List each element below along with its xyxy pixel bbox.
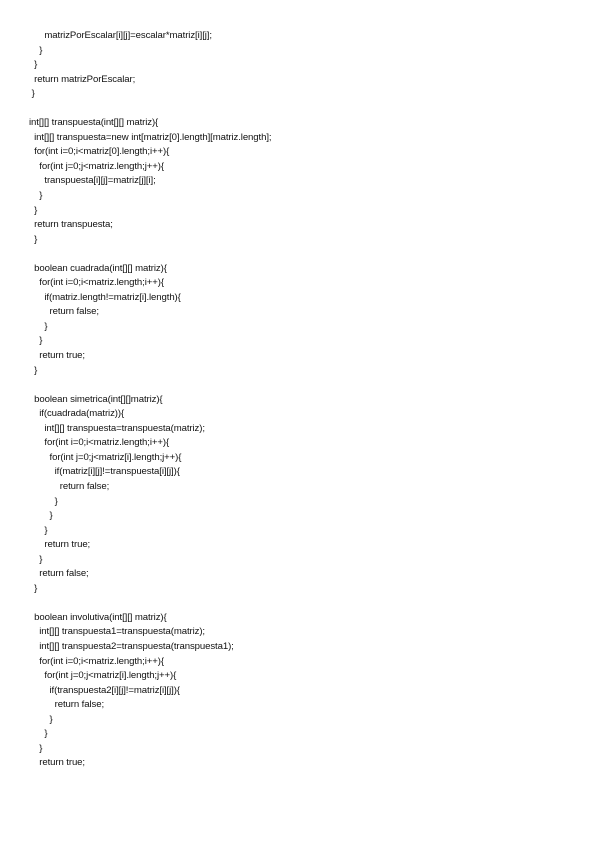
code-line: int[][] transpuesta(int[][] matriz){ — [29, 117, 159, 129]
code-line: } — [29, 510, 53, 522]
code-line: int[][] transpuesta=new int[matriz[0].length][matriz.length]; — [29, 131, 272, 143]
code-line: for(int j=0;j<matriz[i].length;j++){ — [29, 670, 177, 682]
code-line: transpuesta[i][j]=matriz[j][i]; — [29, 175, 156, 187]
code-line: int[][] transpuesta1=transpuesta(matriz); — [29, 626, 205, 638]
code-line: if(transpuesta2[i][j]!=matriz[i][j]){ — [29, 684, 180, 696]
code-line: if(matriz.length!=matriz[i].length){ — [29, 291, 181, 303]
code-line: for(int i=0;i<matriz.length;i++){ — [29, 655, 164, 667]
code-line: return true; — [29, 539, 91, 551]
code-line — [29, 102, 271, 117]
code-line: } — [29, 190, 43, 202]
code-line: return false; — [29, 480, 110, 492]
code-line: boolean simetrica(int[][]matriz){ — [29, 393, 163, 405]
code-line: } — [29, 524, 48, 536]
code-line: } — [29, 364, 38, 376]
code-line — [29, 247, 271, 262]
code-line: matrizPorEscalar[i][j]=escalar*matriz[i][j]; — [29, 30, 212, 41]
code-line: return false; — [29, 699, 105, 711]
code-line: } — [29, 44, 43, 56]
code-line: } — [29, 553, 43, 565]
code-line: return false; — [29, 568, 89, 580]
code-line: return false; — [29, 306, 99, 318]
code-line: for(int j=0;j<matriz.length;j++){ — [29, 160, 164, 172]
code-line: } — [29, 582, 38, 594]
code-line: } — [29, 204, 38, 216]
code-line: if(matriz[i][j]!=transpuesta[i][j]){ — [29, 466, 180, 478]
code-line: } — [29, 233, 38, 245]
code-line: return true; — [29, 350, 85, 362]
code-line: boolean cuadrada(int[][] matriz){ — [29, 262, 167, 274]
code-line: return matrizPorEscalar; — [29, 73, 136, 85]
code-line: int[][] transpuesta=transpuesta(matriz); — [29, 422, 205, 434]
code-line: if(cuadrada(matriz)){ — [29, 408, 125, 420]
code-line: } — [29, 495, 58, 507]
code-line: } — [29, 320, 48, 332]
code-line: for(int i=0;i<matriz[0].length;i++){ — [29, 146, 170, 158]
code-line: } — [29, 335, 43, 347]
code-line: } — [29, 88, 35, 100]
code-line: } — [29, 59, 38, 71]
code-line: return true; — [29, 757, 85, 769]
code-line: for(int j=0;j<matriz[i].length;j++){ — [29, 451, 182, 463]
code-line: boolean involutiva(int[][] matriz){ — [29, 611, 167, 623]
code-line: for(int i=0;i<matriz.length;i++){ — [29, 277, 164, 289]
code-line: } — [29, 713, 53, 725]
code-listing — [29, 29, 271, 771]
code-line: for(int i=0;i<matriz.length;i++){ — [29, 437, 170, 449]
code-line: return transpuesta; — [29, 219, 113, 231]
code-line: } — [29, 742, 43, 754]
code-line: int[][] transpuesta2=transpuesta(transpuesta1); — [29, 640, 234, 652]
code-line: } — [29, 728, 48, 740]
code-line — [29, 596, 271, 611]
code-line — [29, 378, 271, 393]
